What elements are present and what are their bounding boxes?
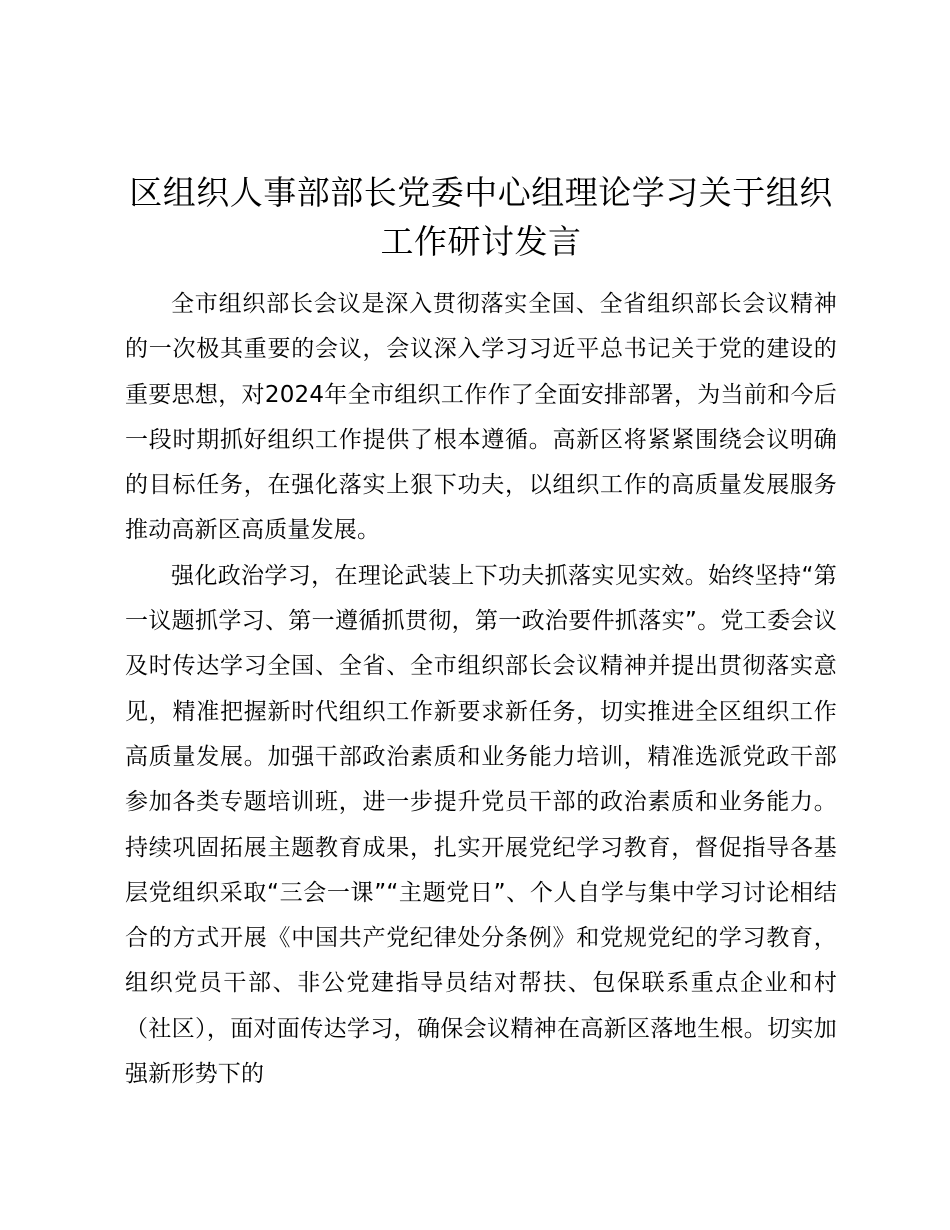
paragraph-intro: 全市组织部长会议是深入贯彻落实全国、全省组织部长会议精神的一次极其重要的会议，会议深入学习习近平总书记关于党的建设的重要思想，对2024年全市组织工作作了全面安排部署，为当前和今后一段时期抓好组织工作提供了根本遵循。高新区将紧紧围绕会议明确的目标任务，在强化落实上狠下功夫，以组织工作的高质量发展服务推动高新区高质量发展。 <box>125 291 837 544</box>
document-body <box>125 282 837 1097</box>
paragraph-political-study: 强化政治学习，在理论武装上下功夫抓落实见实效。始终坚持“第一议题抓学习、第一遵循抓贯彻，第一政治要件抓落实”。党工委会议及时传达学习全国、全省、全市组织部长会议精神并提出贯彻落实意见，精准把握新时代组织工作新要求新任务，切实推进全区组织工作高质量发展。加强干部政治素质和业务能力培训，精准选派党政干部参加各类专题培训班，进一步提升党员干部的政治素质和业务能力。持续巩固拓展主题教育成果，扎实开展党纪学习教育，督促指导各基层党组织采取“三会一课”“主题党日”、个人自学与集中学习讨论相结合的方式开展《中国共产党纪律处分条例》和党规党纪的学习教育，组织党员干部、非公党建指导员结对帮扶、包保联系重点企业和村（社区），面对面传达学习，确保会议精神在高新区落地生根。切实加强新形势下的 <box>125 562 837 1088</box>
document-title: 区组织人事部部长党委中心组理论学习关于组织工作研讨发言 <box>129 173 833 261</box>
